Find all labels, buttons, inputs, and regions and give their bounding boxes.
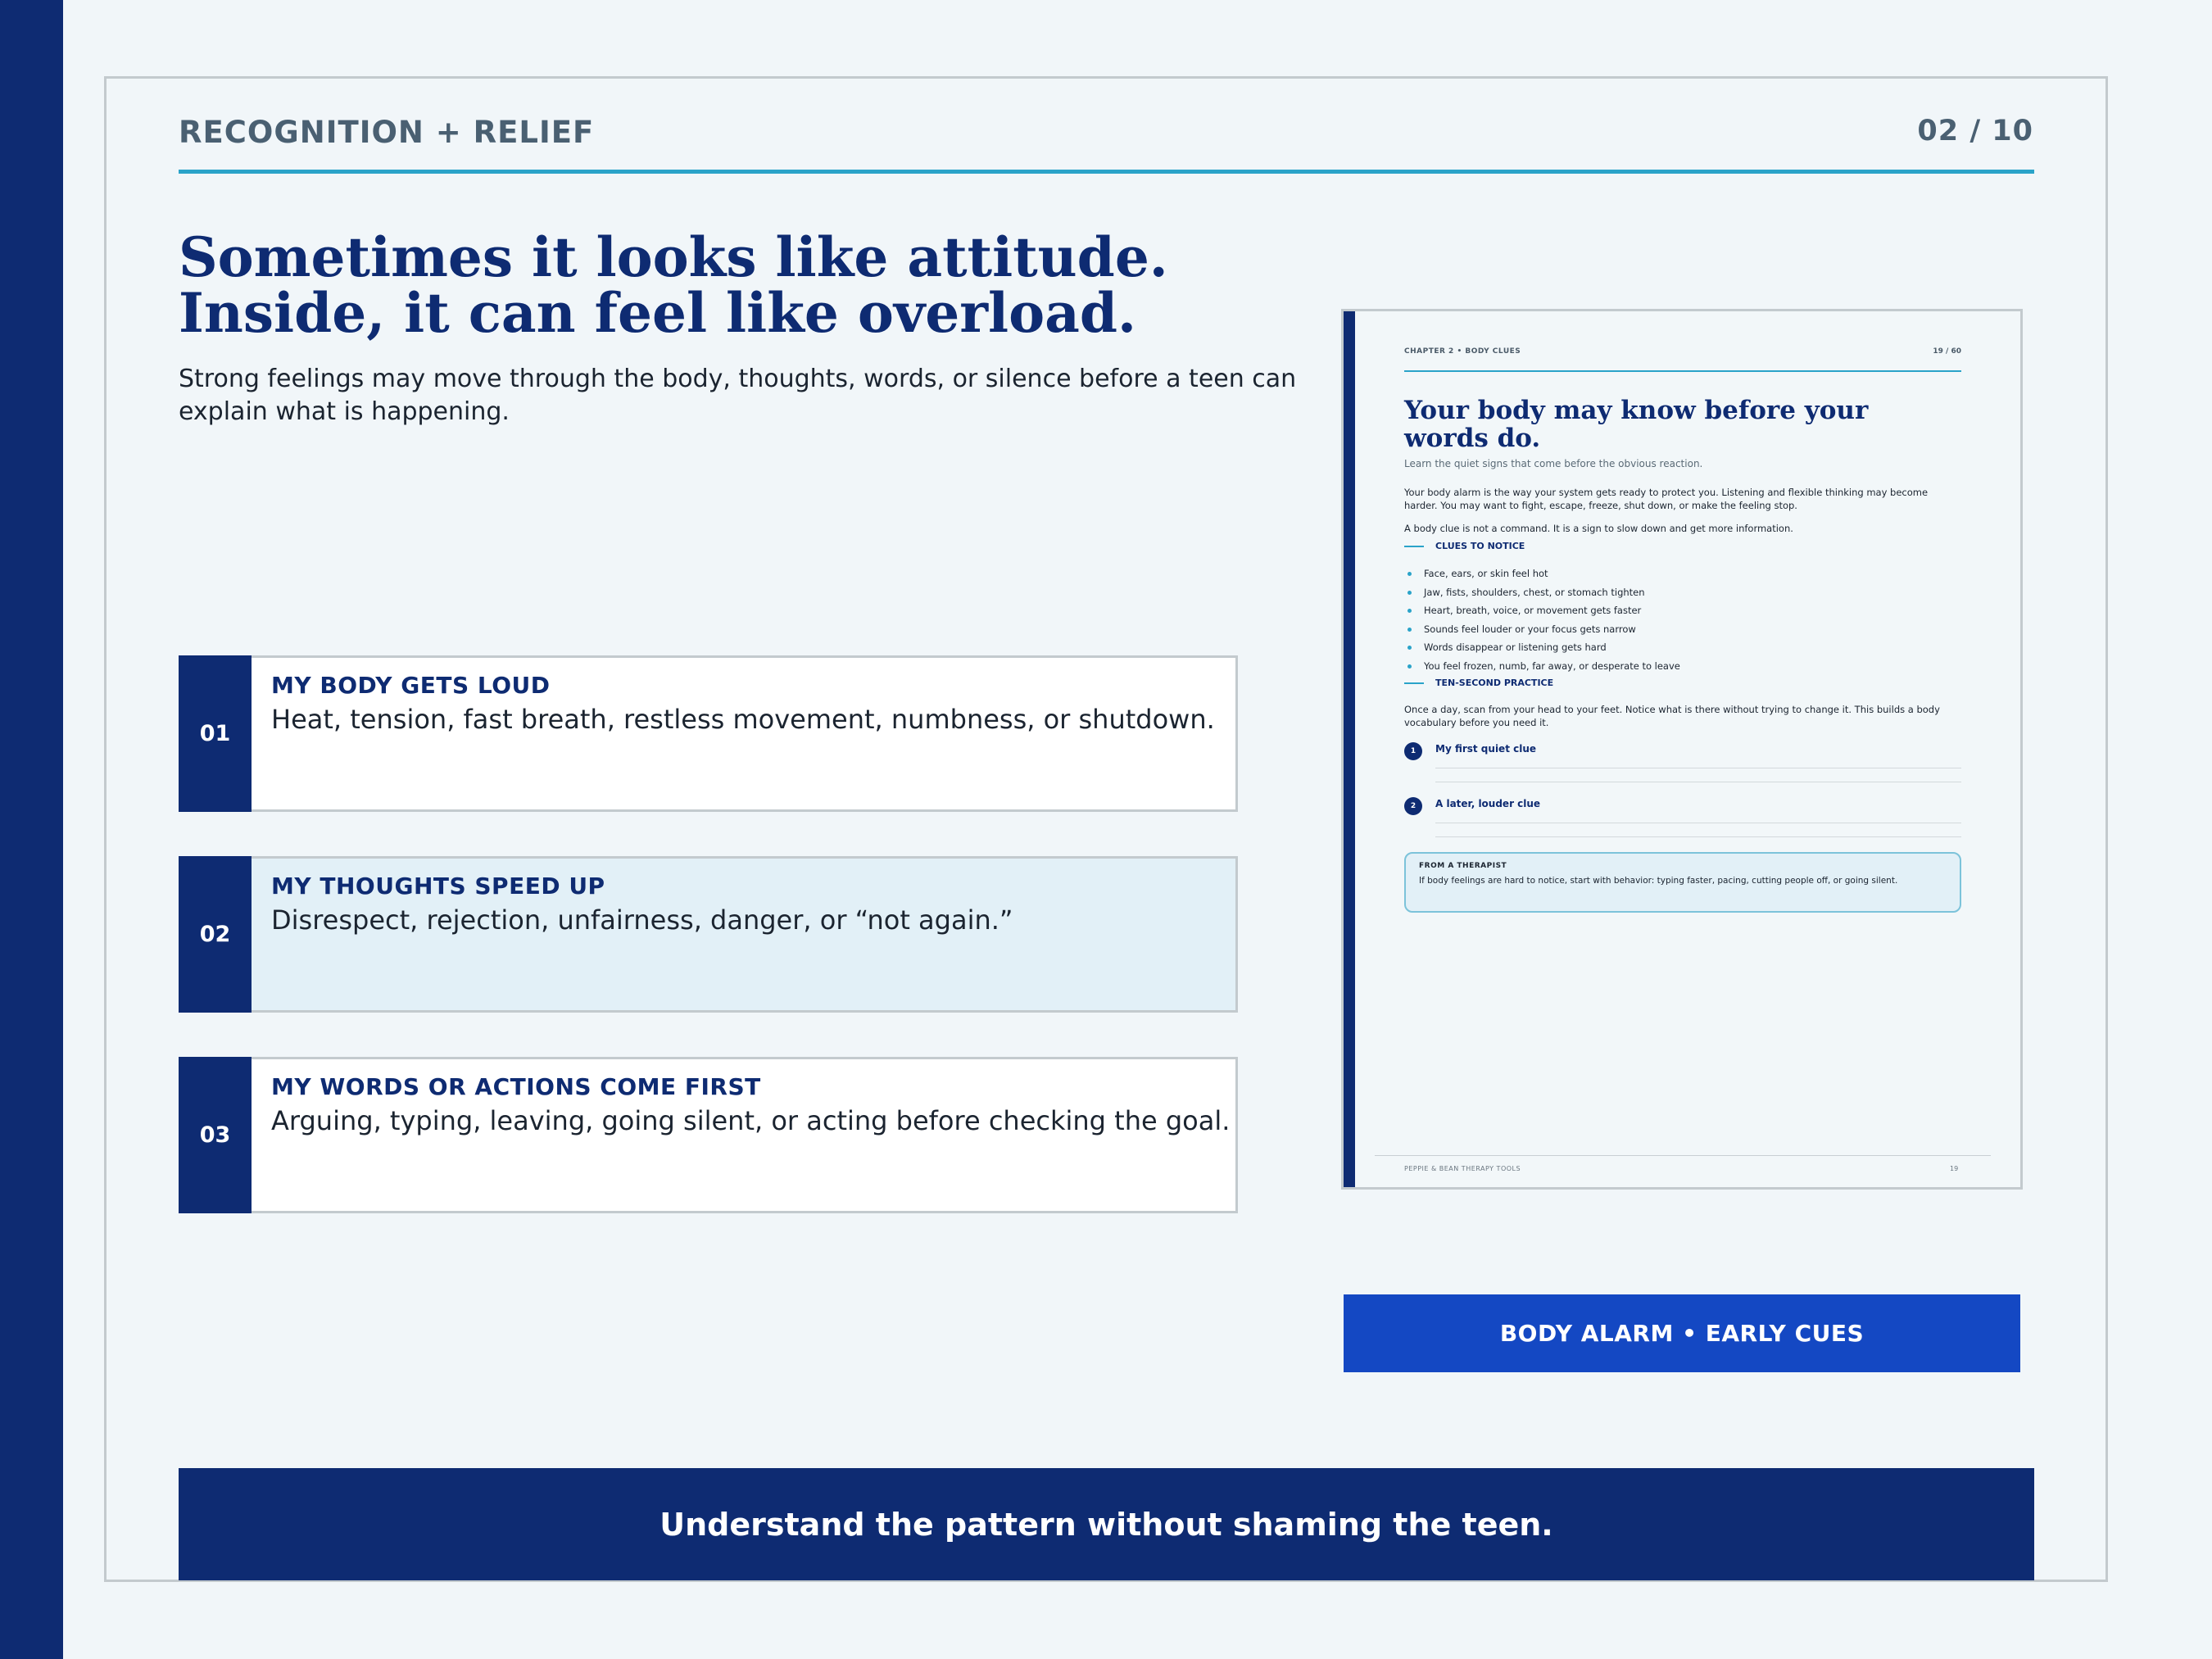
step-label: My first quiet clue <box>1435 743 1537 755</box>
preview-header-rule <box>1404 370 1961 372</box>
preview-chapter-label: CHAPTER 2 • BODY CLUES <box>1404 347 1521 356</box>
header-rule <box>179 170 2034 174</box>
card-title: MY THOUGHTS SPEED UP <box>271 873 605 900</box>
therapist-callout <box>1404 852 1961 913</box>
preview-paragraph: A body clue is not a command. It is a sign to slow down and get more information. <box>1404 523 1793 534</box>
card-number: 02 <box>179 856 252 1013</box>
preview-accent-bar <box>1344 311 1355 1187</box>
preview-title <box>1404 397 1929 452</box>
card-number: 01 <box>179 655 252 812</box>
preview-paragraph: Your body alarm is the way your system gets ready to protect you. Listening and flexible thinking may become harder. You may want to fight, escape, freeze, shut down, or make the feeling stop. <box>1404 487 1929 511</box>
list-item <box>1404 620 1680 639</box>
preview-title-line-1: Your body may know before your <box>1404 396 1869 425</box>
headline-line-1: Sometimes it looks like attitude. <box>179 225 1168 289</box>
page-indicator: 02 / 10 <box>1917 115 2033 147</box>
step-label: A later, louder clue <box>1435 798 1541 809</box>
list-item-text: Heart, breath, voice, or movement gets faster <box>1424 605 1642 617</box>
callout-body: If body feelings are hard to notice, start with behavior: typing faster, pacing, cutting people off, or going silent. <box>1419 876 1898 886</box>
list-item <box>1404 583 1680 602</box>
list-item-text: Face, ears, or skin feel hot <box>1424 568 1548 579</box>
clues-list <box>1404 564 1680 676</box>
heading-dash <box>1404 546 1424 547</box>
preview-footer-rule <box>1375 1155 1991 1156</box>
list-item-text: You feel frozen, numb, far away, or desperate to leave <box>1424 660 1680 672</box>
preview-footer-page: 19 <box>1950 1165 1959 1172</box>
card-description: Heat, tension, fast breath, restless movement, numbness, or shutdown. <box>271 704 1215 735</box>
practice-heading <box>1404 678 1553 688</box>
bullet-icon <box>1407 646 1412 650</box>
preview-title-line-2: words do. <box>1404 424 1541 453</box>
headline-line-2: Inside, it can feel like overload. <box>179 281 1137 345</box>
bullet-icon <box>1407 609 1412 613</box>
card-thoughts-speed-up <box>179 856 1238 1013</box>
heading-dash <box>1404 682 1424 684</box>
bullet-icon <box>1407 591 1412 595</box>
body-alarm-tag-button[interactable]: BODY ALARM • EARLY CUES <box>1344 1294 2020 1372</box>
bullet-icon <box>1407 664 1412 669</box>
slide-subtitle: Strong feelings may move through the body, thoughts, words, or silence before a teen can explain what is happening. <box>179 365 1297 426</box>
card-description: Arguing, typing, leaving, going silent, or acting before checking the goal. <box>271 1105 1231 1136</box>
bullet-icon <box>1407 628 1412 632</box>
clues-heading <box>1404 541 1525 551</box>
list-item-text: Words disappear or listening gets hard <box>1424 641 1607 654</box>
write-line <box>1435 836 1961 837</box>
step-number-badge: 2 <box>1404 797 1422 815</box>
preview-footer-brand: PEPPIE & BEAN THERAPY TOOLS <box>1404 1165 1521 1172</box>
left-accent-bar <box>0 0 63 1659</box>
list-item <box>1404 638 1680 657</box>
card-words-actions-first <box>179 1057 1238 1213</box>
worksheet-preview <box>1341 309 2023 1190</box>
list-item <box>1404 601 1680 620</box>
bullet-icon <box>1407 572 1412 576</box>
step-number-badge: 1 <box>1404 742 1422 760</box>
practice-paragraph: Once a day, scan from your head to your feet. Notice what is there without trying to change it. This builds a body vocabulary before you need it. <box>1404 704 1940 728</box>
card-description: Disrespect, rejection, unfairness, danger, or “not again.” <box>271 904 1013 936</box>
section-label: RECOGNITION + RELIEF <box>179 115 595 150</box>
preview-page-number: 19 / 60 <box>1933 347 1961 356</box>
preview-subtitle: Learn the quiet signs that come before the obvious reaction. <box>1404 458 1703 469</box>
card-title: MY BODY GETS LOUD <box>271 672 551 699</box>
callout-title: FROM A THERAPIST <box>1419 862 1507 870</box>
list-item <box>1404 564 1680 583</box>
list-item <box>1404 657 1680 676</box>
card-title: MY WORDS OR ACTIONS COME FIRST <box>271 1073 761 1100</box>
list-item-text: Sounds feel louder or your focus gets narrow <box>1424 623 1636 635</box>
card-body-loud <box>179 655 1238 812</box>
slide-headline <box>179 225 1407 345</box>
practice-heading-text: TEN-SECOND PRACTICE <box>1435 678 1554 688</box>
clues-heading-text: CLUES TO NOTICE <box>1435 541 1525 551</box>
card-number: 03 <box>179 1057 252 1213</box>
list-item-text: Jaw, fists, shoulders, chest, or stomach tighten <box>1424 586 1645 598</box>
bottom-banner: Understand the pattern without shaming the teen. <box>179 1468 2034 1580</box>
